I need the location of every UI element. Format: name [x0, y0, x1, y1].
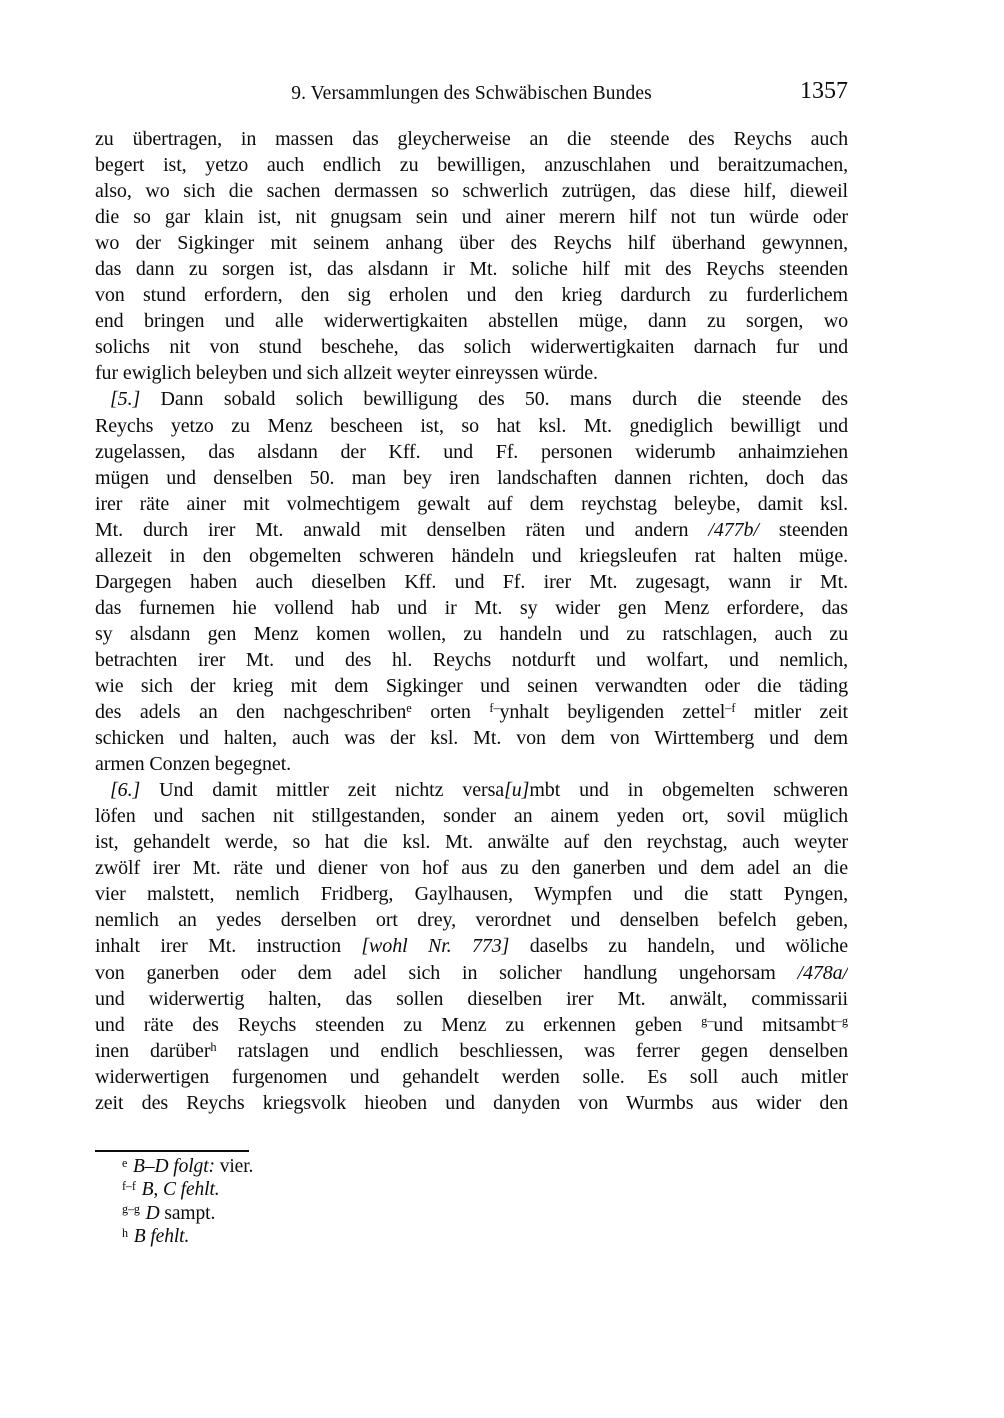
- text-line: das dann zu sorgen ist, das alsdann ir Mt. soliche hilf mit des Reychs steenden: [95, 258, 848, 281]
- footnote-entry: $^{f-f}$ B, C fehlt.: [122, 1178, 220, 1201]
- text-line: [5.] Dann sobald solich bewilligung des 50. mans durch die steende des: [110, 388, 848, 411]
- footnote-mark: g–g: [122, 1202, 140, 1217]
- apparatus-mark: f–: [489, 701, 500, 716]
- text-line: fur ewiglich beleyben und sich allzeit weyter einreyssen würde.: [95, 362, 598, 385]
- text-line: armen Conzen begegnet.: [95, 753, 292, 776]
- text-line: widerwertigen furgenomen und gehandelt werden solle. Es soll auch mitler: [95, 1065, 848, 1088]
- text-line: des adels an den nachgeschriben$^e$ orten $^{f-}$ynhalt beyligenden zettel$^{-f}$ mitler zeit: [95, 701, 848, 724]
- text-line: schicken und halten, auch was der ksl. Mt. von dem von Wirttemberg und dem: [95, 727, 848, 750]
- text-line: begert ist, yetzo auch endlich zu bewilligen, anzuschlahen und beraitzumachen,: [95, 154, 848, 177]
- text-line: nemlich an yedes derselben ort drey, verordnet und denselben befelch geben,: [95, 909, 848, 932]
- apparatus-mark: –f: [725, 701, 736, 716]
- text-line: mügen und denselben 50. man bey iren landschaften dannen richten, doch das: [95, 466, 848, 489]
- text-line: end bringen und alle widerwertigkaiten abstellen müge, dann zu sorgen, wo: [95, 310, 848, 333]
- text-line: inen darüber$^h$ ratslagen und endlich beschliessen, was ferrer gegen denselben: [95, 1039, 848, 1062]
- text-line: ist, gehandelt werde, so hat die ksl. Mt. anwälte auf den reychstag, auch weyter: [95, 831, 848, 854]
- text-line: allezeit in den obgemelten schweren händeln und kriegsleufen rat halten müge.: [95, 544, 848, 567]
- apparatus-mark: g–: [701, 1014, 714, 1029]
- apparatus-mark: h: [210, 1040, 217, 1055]
- footnote-mark: f–f: [122, 1178, 136, 1193]
- text-line: sy alsdann gen Menz komen wollen, zu handeln und zu ratschlagen, auch zu: [95, 622, 848, 645]
- text-line: von ganerben oder dem adel sich in solicher handlung ungehorsam /478a/: [95, 961, 848, 984]
- text-line: Dargegen haben auch dieselben Kff. und Ff. irer Mt. zugesagt, wann ir Mt.: [95, 570, 848, 593]
- text-line: [6.] Und damit mittler zeit nichtz versa[u]mbt und in obgemelten schweren: [110, 779, 848, 802]
- text-line: wo der Sigkinger mit seinem anhang über des Reychs hilf überhand gewynnen,: [95, 232, 848, 255]
- apparatus-mark: e: [406, 701, 412, 716]
- text-line: Reychs yetzo zu Menz bescheen ist, so hat ksl. Mt. gnediglich bewilligt und: [95, 414, 848, 437]
- text-line: löfen und sachen nit stillgestanden, sonder an ainem yeden ort, sovil müglich: [95, 805, 848, 828]
- text-line: betrachten irer Mt. und des hl. Reychs notdurft und wolfart, und nemlich,: [95, 648, 848, 671]
- text-line: also, wo sich die sachen dermassen so schwerlich zutrügen, das diese hilf, dieweil: [95, 180, 848, 203]
- page-body: [95, 126, 848, 1116]
- text-line: die so gar klain ist, nit gnugsam sein und ainer merern hilf not tun würde oder: [95, 206, 848, 229]
- page-header: [95, 78, 848, 108]
- text-line: und widerwertig halten, das sollen dieselben irer Mt. anwält, commissarii: [95, 987, 848, 1010]
- footnote-mark: e: [122, 1155, 128, 1170]
- page-number: 1357: [800, 78, 848, 104]
- text-line: solichs nit von stund beschehe, das solich widerwertigkaiten darnach fur und: [95, 336, 848, 359]
- footnote-entry: $^e$ B–D folgt: vier.: [122, 1155, 254, 1177]
- footnotes-list: [95, 1155, 848, 1249]
- text-line: irer räte ainer mit volmechtigem gewalt auf dem reychstag beleybe, damit ksl.: [95, 492, 848, 515]
- text-line: zeit des Reychs kriegsvolk hieoben und danyden von Wurmbs aus wider den: [95, 1091, 848, 1114]
- text-line: zwölf irer Mt. räte und diener von hof aus zu den ganerben und dem adel an die: [95, 857, 848, 880]
- text-line: vier malstett, nemlich Fridberg, Gaylhausen, Wympfen und die statt Pyngen,: [95, 883, 848, 906]
- text-line: das furnemen hie vollend hab und ir Mt. sy wider gen Menz erfordere, das: [95, 596, 848, 619]
- text-line: zugelassen, das alsdann der Kff. und Ff. personen widerumb anhaimziehen: [95, 440, 848, 463]
- footnote-mark: h: [122, 1225, 128, 1240]
- footnotes-section: [95, 1150, 848, 1249]
- running-head-title: 9. Versammlungen des Schwäbischen Bundes: [291, 83, 652, 104]
- text-line: wie sich der krieg mit dem Sigkinger und seinen verwandten oder die täding: [95, 674, 848, 697]
- text-line: zu übertragen, in massen das gleycherweise an die steende des Reychs auch: [95, 128, 848, 150]
- apparatus-mark: –g: [835, 1014, 848, 1029]
- footnote-entry: $^h$ B fehlt.: [122, 1225, 190, 1248]
- footnote-separator-rule: [95, 1150, 249, 1152]
- text-line: inhalt irer Mt. instruction [wohl Nr. 773] daselbs zu handeln, und wöliche: [95, 935, 848, 958]
- text-line: von stund erfordern, den sig erholen und den krieg dardurch zu furderlichem: [95, 284, 848, 307]
- text-line: Mt. durch irer Mt. anwald mit denselben räten und andern /477b/ steenden: [95, 518, 848, 541]
- footnote-entry: $^{g-g}$ D sampt.: [122, 1202, 216, 1224]
- text-line: und räte des Reychs steenden zu Menz zu erkennen geben $^{g-}$und mitsambt$^{-g}$: [95, 1013, 848, 1036]
